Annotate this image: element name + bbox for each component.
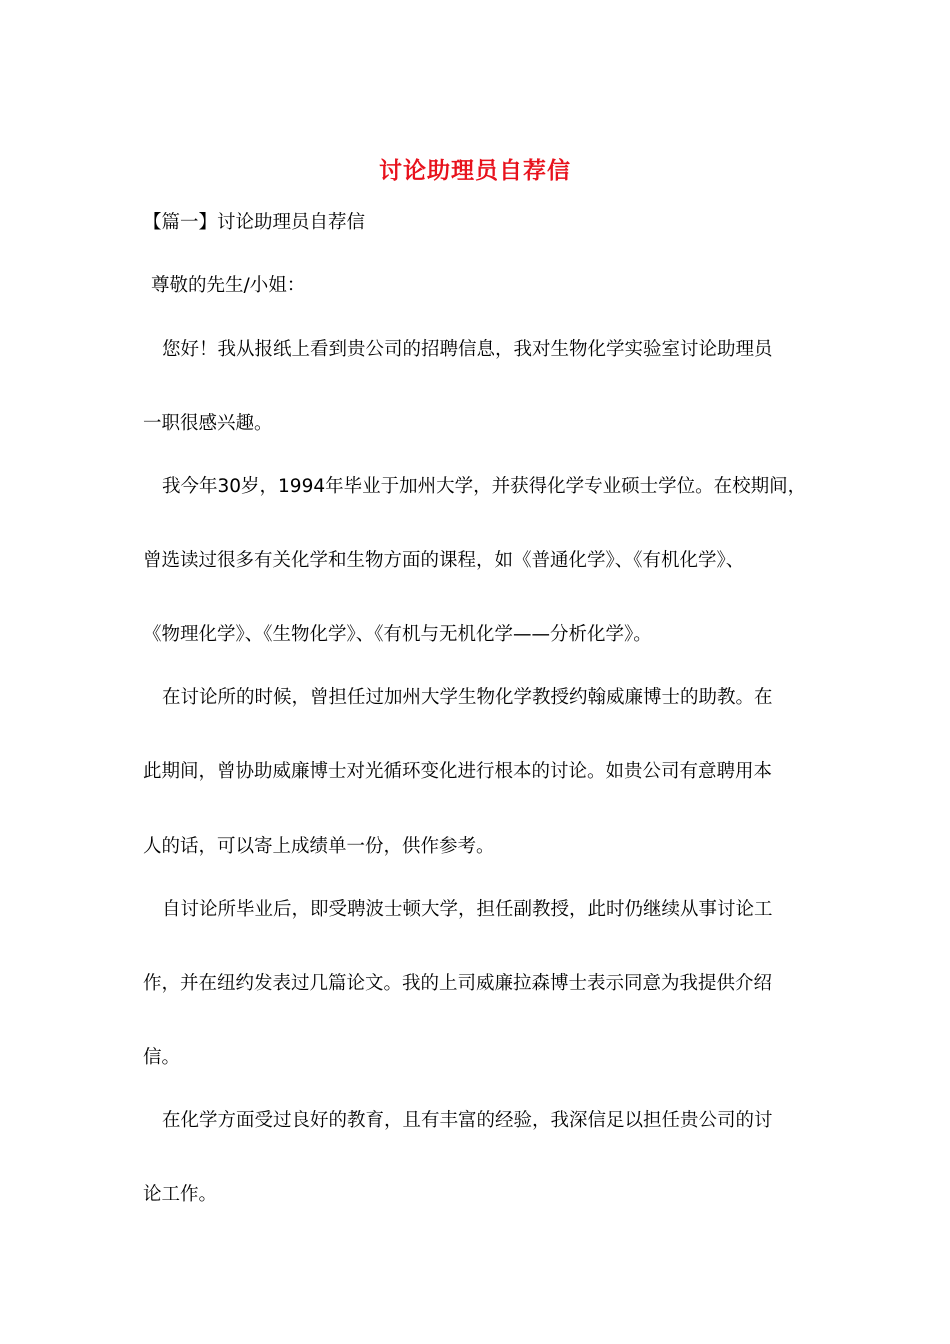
paragraph-line: 论工作。 [143,1184,218,1205]
paragraph-line: 人的话，可以寄上成绩单一份，供作参考。 [143,836,495,857]
salutation: 尊敬的先生/小姐： [151,275,306,296]
document-title: 讨论助理员自荐信 [379,158,571,184]
paragraph-line: 一职很感兴趣。 [143,413,273,434]
paragraph-line: 此期间，曾协助威廉博士对光循环变化进行根本的讨论。如贵公司有意聘用本 [143,761,773,782]
section-heading: 【篇一】讨论助理员自荐信 [143,212,366,233]
paragraph-line: 作，并在纽约发表过几篇论文。我的上司威廉拉森博士表示同意为我提供介绍 [143,973,773,994]
paragraph-line: 信。 [143,1047,181,1068]
paragraph-line: 在化学方面受过良好的教育，且有丰富的经验，我深信足以担任贵公司的讨 [162,1110,773,1131]
paragraph-line: 《物理化学》、《生物化学》、《有机与无机化学——分析化学》。 [143,624,652,645]
paragraph-line: 自讨论所毕业后，即受聘波士顿大学，担任副教授，此时仍继续从事讨论工 [162,899,773,920]
paragraph-line: 曾选读过很多有关化学和生物方面的课程，如《普通化学》、《有机化学》、 [143,550,745,571]
paragraph-line: 在讨论所的时候，曾担任过加州大学生物化学教授约翰威廉博士的助教。在 [162,687,773,708]
paragraph-line: 您好！我从报纸上看到贵公司的招聘信息，我对生物化学实验室讨论助理员 [162,339,773,360]
paragraph-line: 我今年30岁，1994年毕业于加州大学，并获得化学专业硕士学位。在校期间， [162,476,807,497]
